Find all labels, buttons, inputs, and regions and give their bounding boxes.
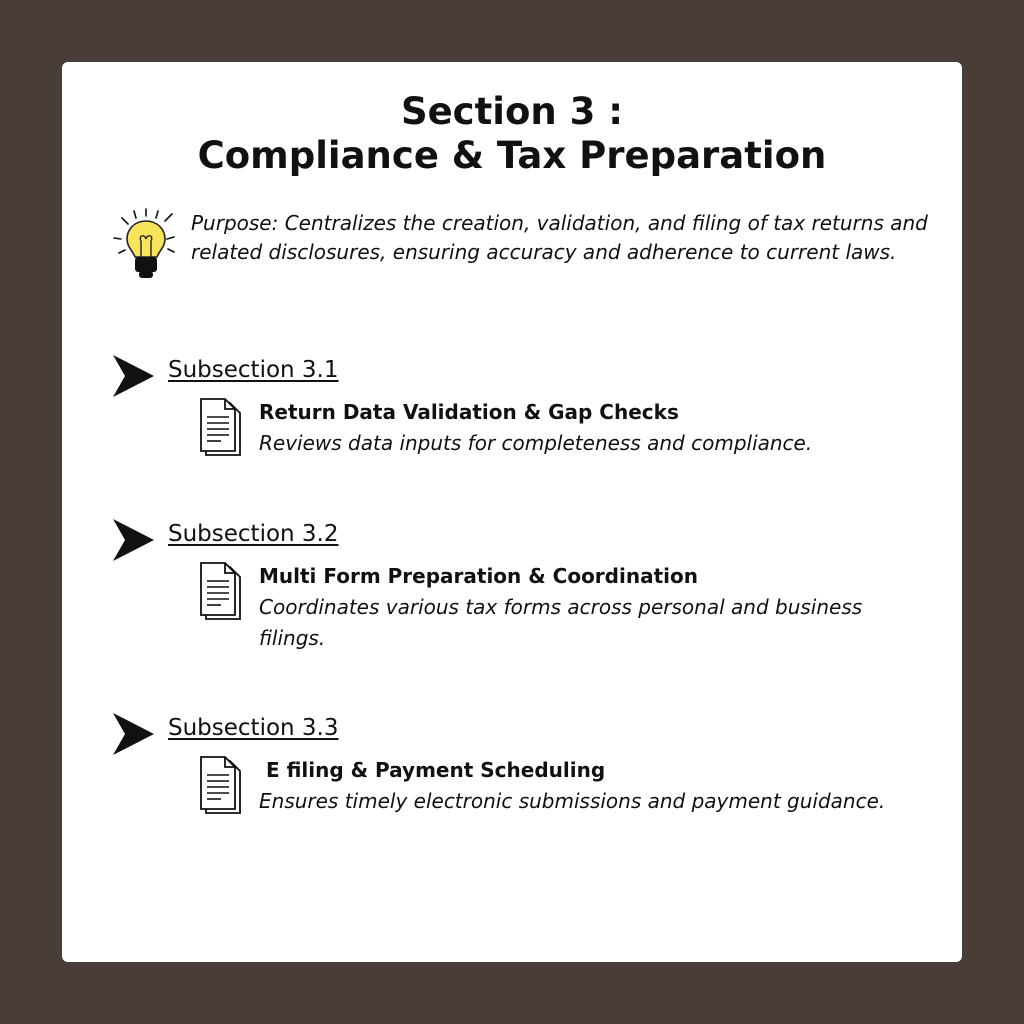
lightbulb-icon [112,208,182,286]
subsection-heading[interactable]: Subsection 3.2 [168,521,339,547]
title-line-1: Section 3 : [400,90,624,133]
item-title: Return Data Validation & Gap Checks [259,400,679,424]
arrow-right-icon [112,355,154,397]
title-line-2: Compliance & Tax Preparation [197,134,827,177]
item-description: Ensures timely electronic submissions and payment guidance. [259,789,886,813]
subsection-heading[interactable]: Subsection 3.1 [168,357,339,383]
document-icon [198,397,244,457]
arrow-right-icon [112,519,154,561]
item-description: Reviews data inputs for completeness and compliance. [259,431,813,455]
purpose-text: Purpose: Centralizes the creation, validation, and filing of tax returns and related disclosures, ensuring accuracy and adherence to current laws. [191,211,928,264]
item-title: E filing & Payment Scheduling [259,758,606,782]
content-card [62,62,962,962]
item-description: Coordinates various tax forms across personal and business filings. [259,595,863,650]
document-icon [198,755,244,815]
item-title: Multi Form Preparation & Coordination [259,564,698,588]
page-title [62,90,962,178]
arrow-right-icon [112,713,154,755]
document-icon [198,561,244,621]
subsection-heading[interactable]: Subsection 3.3 [168,715,339,741]
